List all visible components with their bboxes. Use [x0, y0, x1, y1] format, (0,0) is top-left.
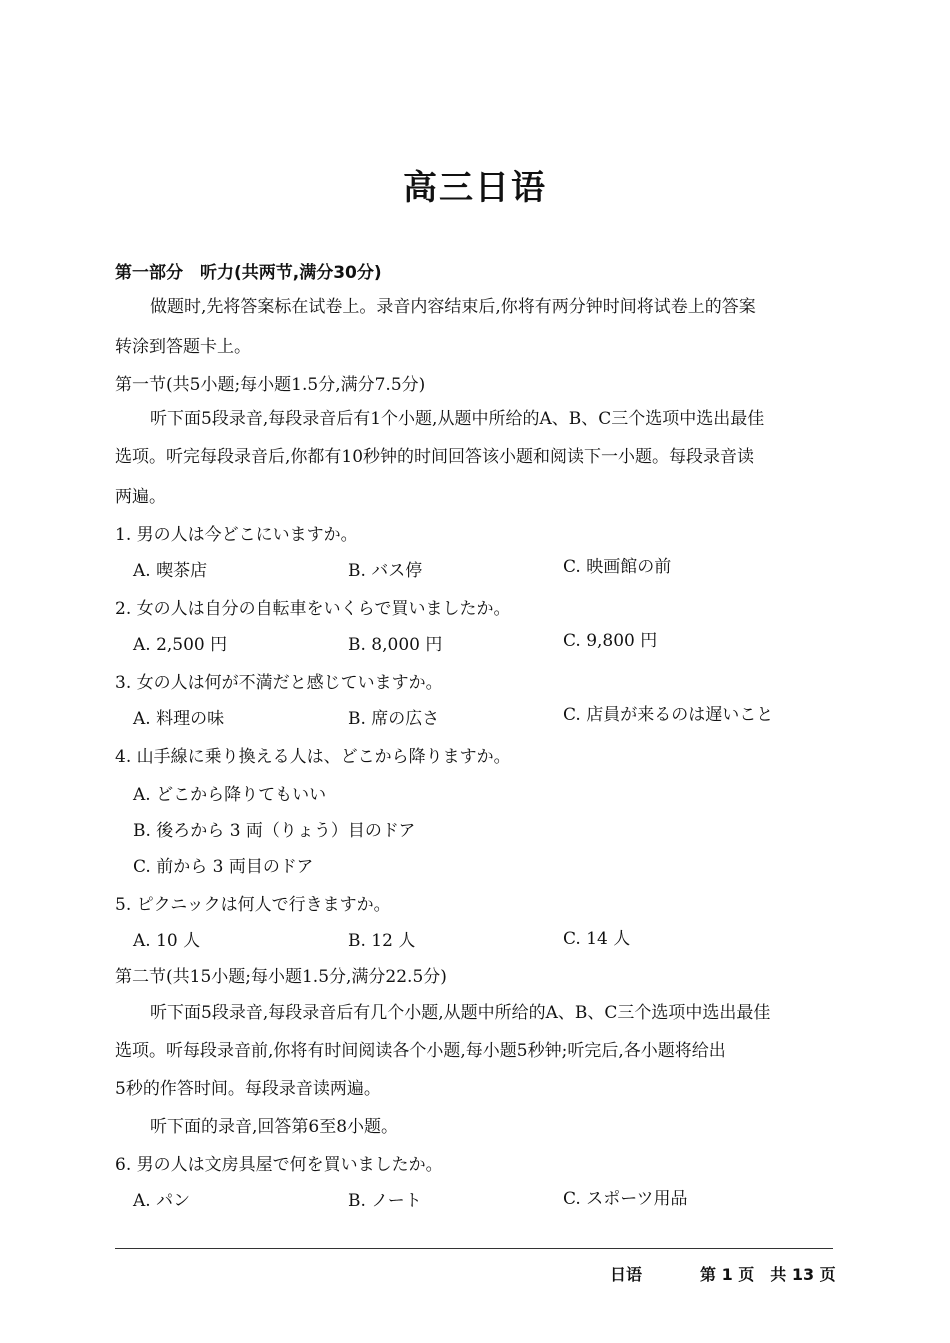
option-c: C. 前から 3 両目のドア [133, 857, 314, 877]
option-b: B. バス停 [348, 561, 423, 581]
option-b: B. 席の広さ [348, 709, 440, 729]
option-c: C. 9,800 円 [563, 631, 658, 651]
option-b: B. 後ろから 3 両（りょう）目のドア [133, 821, 416, 841]
section1-instruction-line: 选项。听完每段录音后,你都有10秒钟的时间回答该小题和阅读下一小题。每段录音读 [115, 447, 755, 467]
option-c: C. 店員が来るのは遅いこと [563, 705, 774, 725]
section2-instruction-line: 选项。听每段录音前,你将有时间阅读各个小题,每小题5秒钟;听完后,各小题将给出 [115, 1041, 726, 1061]
option-c: C. 14 人 [563, 929, 631, 949]
option-a: A. 2,500 円 [133, 635, 228, 655]
question-text: 1. 男の人は今どこにいますか。 [115, 525, 358, 545]
option-c: C. 映画館の前 [563, 557, 672, 577]
option-a: A. 料理の味 [133, 709, 225, 729]
question-text: 3. 女の人は何が不満だと感じていますか。 [115, 673, 443, 693]
section2-instruction-line: 听下面5段录音,每段录音后有几个小题,从题中所给的A、B、C三个选项中选出最佳 [150, 1003, 771, 1023]
section2-instruction-line: 5秒的作答时间。每段录音读两遍。 [115, 1079, 381, 1099]
part1-instruction-line: 做题时,先将答案标在试卷上。录音内容结束后,你将有两分钟时间将试卷上的答案 [150, 297, 756, 317]
part1-heading: 第一部分 听力(共两节,满分30分) [115, 263, 382, 283]
page-title: 高三日语 [403, 168, 547, 208]
option-b: B. ノート [348, 1191, 422, 1211]
footer-page-number: 第 1 页 共 13 页 [700, 1265, 836, 1284]
section2-sub-instruction: 听下面的录音,回答第6至8小题。 [150, 1117, 399, 1137]
section1-instruction-line: 两遍。 [115, 487, 166, 507]
question-text: 2. 女の人は自分の自転車をいくらで買いましたか。 [115, 599, 511, 619]
footer-subject: 日语 [610, 1265, 643, 1284]
option-a: A. 10 人 [133, 931, 201, 951]
option-b: B. 12 人 [348, 931, 416, 951]
option-b: B. 8,000 円 [348, 635, 443, 655]
footer-divider [115, 1248, 833, 1249]
option-a: A. どこから降りてもいい [133, 785, 327, 805]
question-text: 4. 山手線に乗り換える人は、どこから降りますか。 [115, 747, 511, 767]
option-c: C. スポーツ用品 [563, 1189, 688, 1209]
section1-instruction-line: 听下面5段录音,每段录音后有1个小题,从题中所给的A、B、C三个选项中选出最佳 [150, 409, 765, 429]
question-text: 5. ピクニックは何人で行きますか。 [115, 895, 391, 915]
question-text: 6. 男の人は文房具屋で何を買いましたか。 [115, 1155, 443, 1175]
part1-instruction-line: 转涂到答题卡上。 [115, 337, 251, 357]
section1-heading: 第一节(共5小题;每小题1.5分,满分7.5分) [115, 375, 426, 395]
option-a: A. 喫茶店 [133, 561, 208, 581]
option-a: A. パン [133, 1191, 191, 1211]
section2-heading: 第二节(共15小题;每小题1.5分,满分22.5分) [115, 967, 447, 987]
